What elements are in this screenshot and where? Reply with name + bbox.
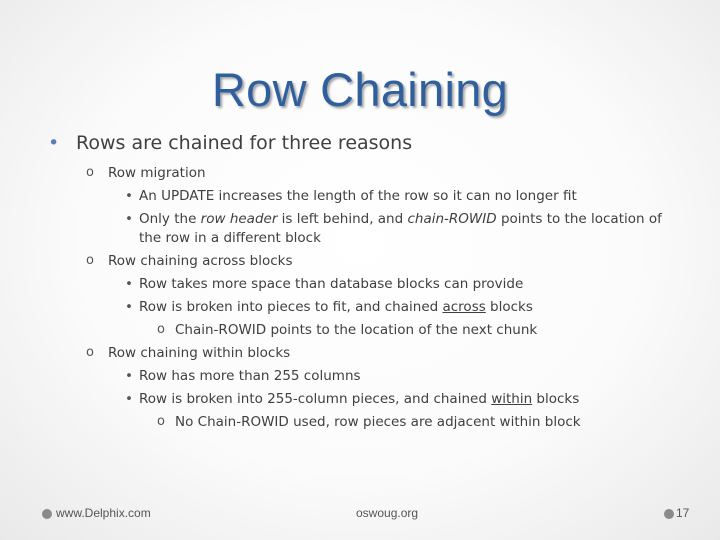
section-chaining-within-blocks: [86, 343, 291, 363]
bullet-marker: •: [125, 299, 133, 315]
bullet-marker: •: [48, 132, 60, 154]
sub-bullet-marker: o: [86, 253, 94, 268]
bullet-marker: •: [125, 188, 133, 204]
chain-rowid-term: chain-ROWID: [407, 211, 497, 227]
sub-list-item: [157, 412, 581, 432]
section-label: Row migration: [108, 165, 206, 181]
list-item-text-part: points to the location of: [496, 211, 662, 227]
list-item: [125, 274, 524, 294]
list-item: [125, 389, 580, 409]
list-item-continuation: the row in a different block: [139, 230, 321, 246]
sub-bullet-marker: o: [157, 414, 165, 429]
list-item-text-part: Row is broken into pieces to fit, and chained: [139, 299, 443, 315]
sub-list-item-text: No Chain-ROWID used, row pieces are adjacent within block: [175, 414, 581, 430]
sub-bullet-marker: o: [157, 322, 165, 337]
bullet-marker: •: [125, 211, 133, 227]
footer-right-dot-icon: [664, 509, 674, 519]
list-item-text-part: Only the: [139, 211, 201, 227]
footer-website: www.Delphix.com: [56, 506, 151, 520]
footer-left-dot-icon: [42, 509, 52, 519]
bullet-marker: •: [125, 276, 133, 292]
footer-center: oswoug.org: [356, 506, 419, 520]
bullet-marker: •: [125, 368, 133, 384]
section-chaining-across-blocks: [86, 251, 293, 271]
sub-bullet-marker: o: [86, 345, 94, 360]
section-label: Row chaining within blocks: [108, 345, 291, 361]
slide-title: Row Chaining: [211, 63, 509, 116]
sub-list-item-text: Chain-ROWID points to the location of the next chunk: [175, 322, 538, 338]
main-bullet-text: Rows are chained for three reasons: [76, 132, 413, 154]
list-item-text-part: blocks: [485, 299, 533, 315]
bullet-marker: •: [125, 391, 133, 407]
section-label: Row chaining across blocks: [108, 253, 293, 269]
across-term: across: [442, 299, 486, 315]
page-number: 17: [676, 506, 690, 520]
sub-list-item: [157, 320, 538, 340]
list-item-text-part: Row is broken into 255-column pieces, and chained: [139, 391, 492, 407]
sub-bullet-marker: o: [86, 165, 94, 180]
list-item-text: An UPDATE increases the length of the row so it can no longer fit: [139, 188, 577, 204]
within-term: within: [491, 391, 533, 407]
list-item-text-part: is left behind, and: [277, 211, 408, 227]
list-item-text: Row takes more space than database blocks can provide: [139, 276, 524, 292]
section-row-migration: [86, 163, 206, 183]
main-bullet: [48, 132, 412, 154]
list-item-text-part: blocks: [532, 391, 580, 407]
row-header-term: row header: [200, 211, 278, 227]
list-item: [125, 366, 361, 386]
list-item: [125, 209, 662, 229]
list-item: [125, 297, 533, 317]
list-item: [125, 186, 577, 206]
list-item-text: Row has more than 255 columns: [139, 368, 361, 384]
